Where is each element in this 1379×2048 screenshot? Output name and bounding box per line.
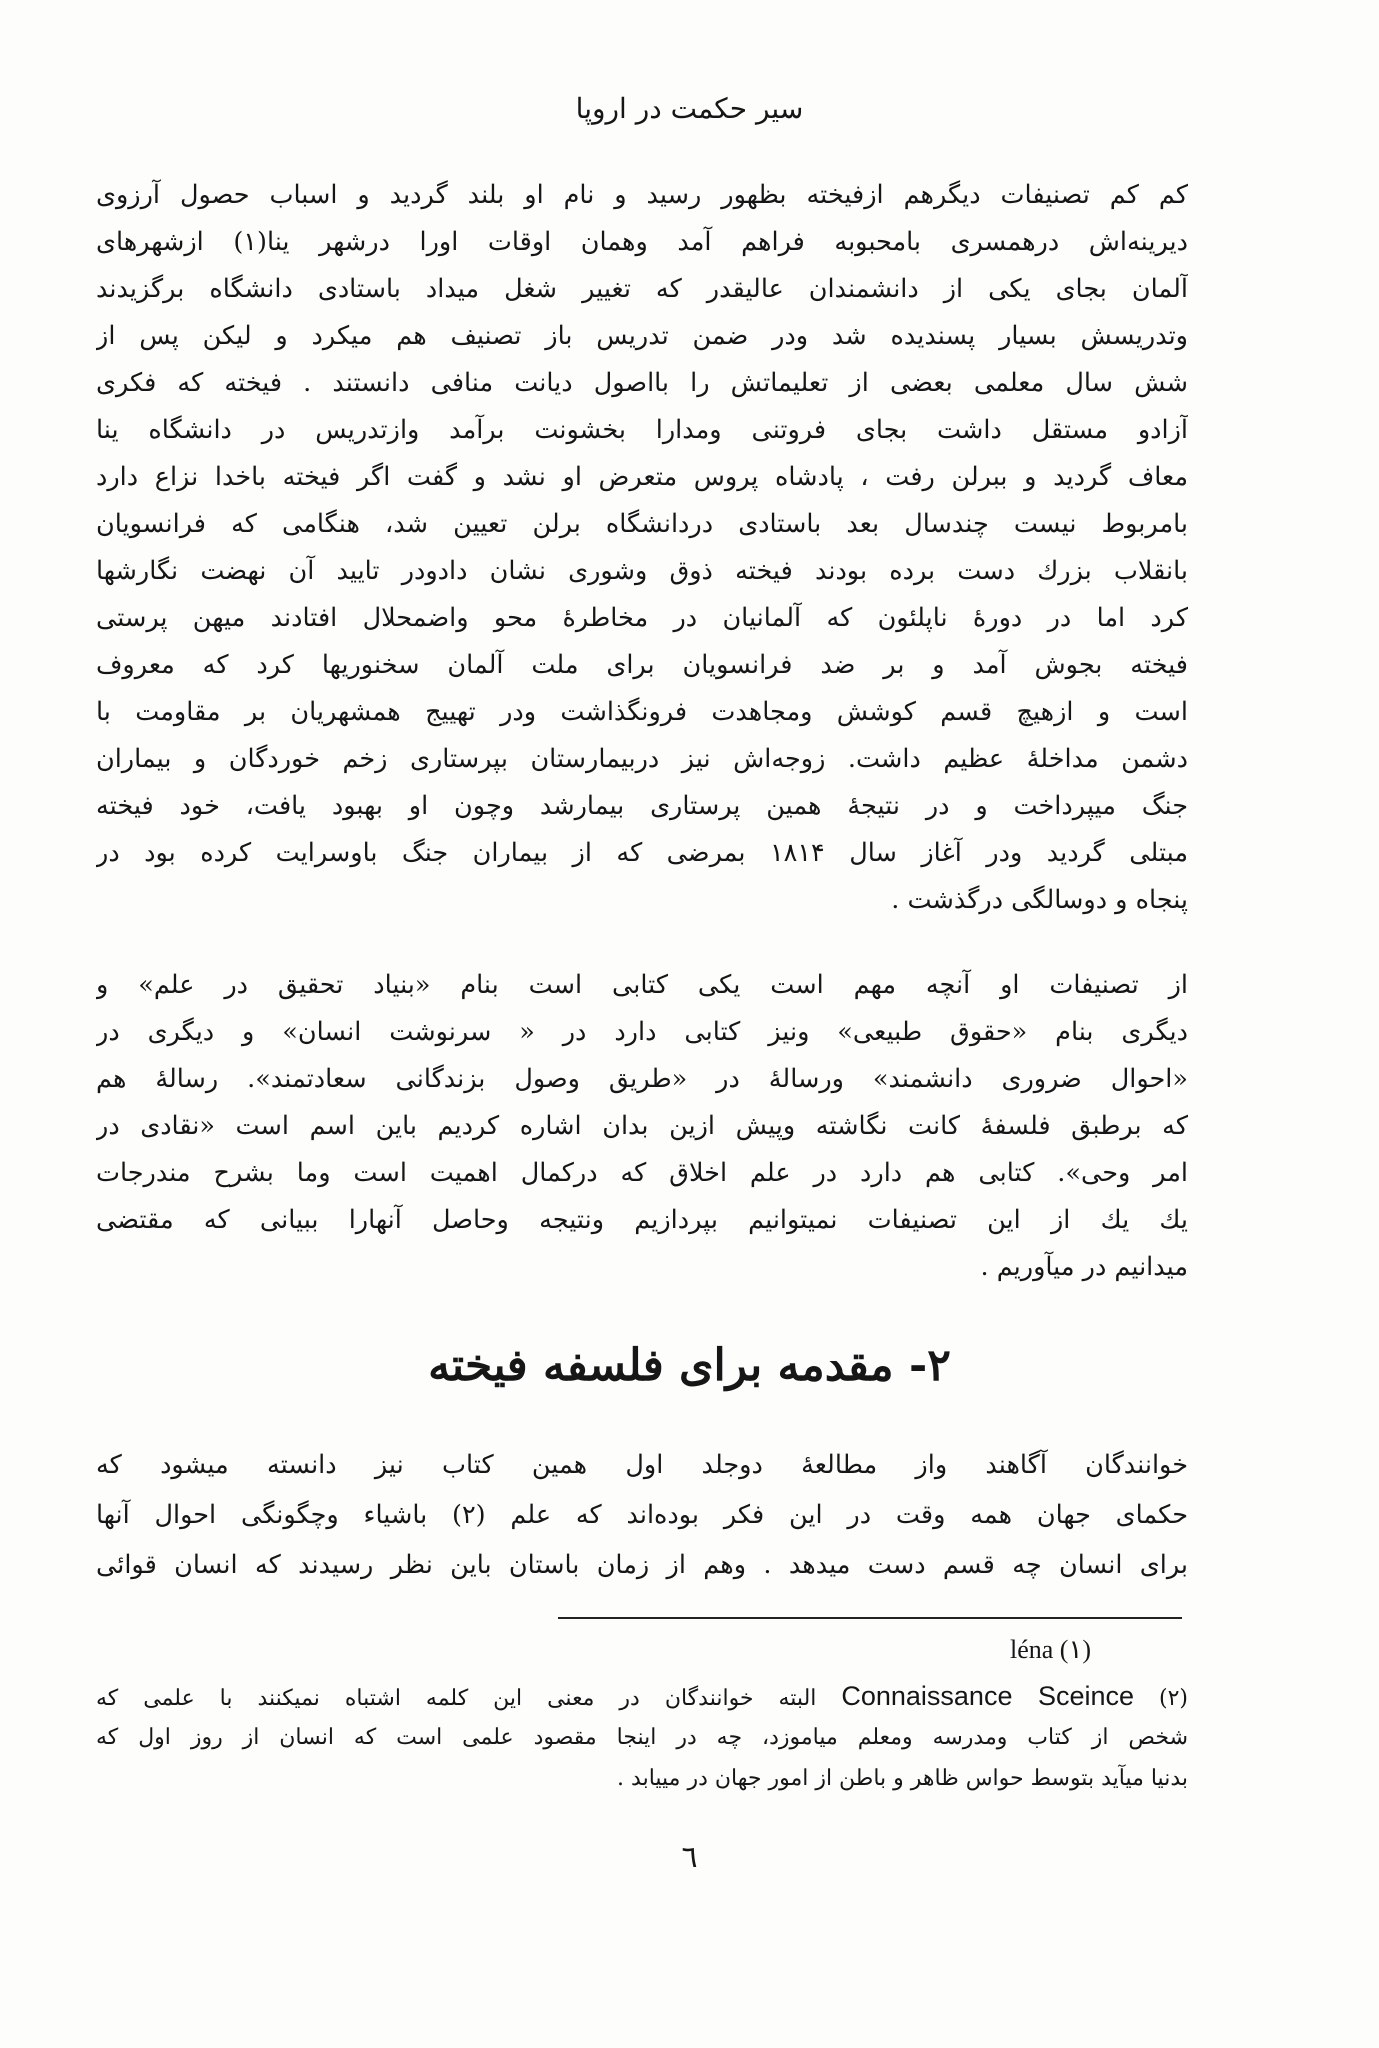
text-line: میدانیم در میآوریم .	[980, 1252, 1188, 1282]
text-line: از تصنیفات او آنچه مهم است یکی کتابی است بنام «بنیاد تحقیق در علم» و	[96, 970, 1188, 1000]
text-line: دشمن مداخلهٔ عظیم داشت. زوجه‌اش نیز دربیمارستان بپرستاری زخم خوردگان و بیماران	[96, 744, 1188, 774]
footnote-latin-terms: Connaissance Sceince	[841, 1681, 1134, 1711]
text-line: بامربوط نیست چندسال بعد باستادی دردانشگاه برلن تعیین شد، هنگامی که فرانسویان	[96, 509, 1188, 539]
text-line: کم کم تصنیفات دیگرهم ازفیخته بظهور رسید و نام او بلند گردید و اسباب حصول آرزوی	[96, 180, 1188, 210]
footnote-line	[96, 1676, 1188, 1717]
text-line: «احوال ضروری دانشمند» ورسالهٔ در «طریق وصول بزندگانی سعادتمند». رسالهٔ هم	[96, 1064, 1188, 1094]
text-line: معاف گردید و ببرلن رفت ، پادشاه پروس متعرض او نشد و گفت اگر فیخته باخدا نزاع دارد	[96, 462, 1188, 492]
text-line: دیرینه‌اش درهمسری بامحبوبه فراهم آمد وهمان اوقات اورا درشهر ینا(۱) ازشهرهای	[96, 227, 1188, 257]
paragraph-1	[96, 172, 1188, 924]
footnote-1: léna (۱)	[1010, 1635, 1092, 1664]
running-head: سیر حکمت در اروپا	[575, 92, 804, 125]
footnote-text: البته خوانندگان در معنی این کلمه اشتباه نمیکنند با علمی که	[96, 1686, 817, 1711]
text-line: برای انسان چه قسم دست میدهد . وهم از زمان باستان باین نظر رسیدند که انسان قوائی	[96, 1550, 1188, 1580]
text-line: بانقلاب بزرك دست برده بودند فیخته ذوق وشوری نشان دادودر تایید آن نهضت نگارشها	[96, 556, 1188, 586]
text-line: مبتلی گردید ودر آغاز سال ۱۸۱۴ بمرضی که از بیماران جنگ باوسرایت کرده بود در	[96, 838, 1188, 868]
text-line: است و ازهیچ قسم کوشش ومجاهدت فرونگذاشت ودر تهییج همشهریان بر مقاومت با	[96, 697, 1188, 727]
text-line: پنجاه و دوسالگی درگذشت .	[891, 885, 1188, 915]
text-line: آلمان بجای یکی از دانشمندان عالیقدر که تغییر شغل میداد باستادی دانشگاه برگزیدند	[96, 274, 1188, 304]
text-line: دیگری بنام «حقوق طبیعی» ونیز کتابی دارد در « سرنوشت انسان» و دیگری در	[96, 1017, 1188, 1047]
text-line: که برطبق فلسفهٔ کانت نگاشته وپیش ازین بدان اشاره کردیم باین اسم است «نقادی در	[96, 1111, 1188, 1141]
paragraph-3	[96, 1440, 1188, 1590]
text-line: امر وحی». کتابی هم دارد در علم اخلاق که درکمال اهمیت است وما بشرح مندرجات	[96, 1158, 1188, 1188]
page-number: ٦	[681, 1840, 698, 1875]
paragraph-2	[96, 962, 1188, 1291]
text-line: آزادو مستقل داشت بجای فروتنی ومدارا بخشونت برآمد وازتدریس در دانشگاه ینا	[96, 415, 1188, 445]
footnote-number: (۲)	[1158, 1686, 1188, 1711]
section-heading: ۲- مقدمه برای فلسفه فیخته	[428, 1340, 951, 1391]
footnote-line: بدنیا میآید بتوسط حواس ظاهر و باطن از امور جهان در مییابد .	[617, 1766, 1188, 1791]
text-line: شش سال معلمی بعضی از تعلیماتش را بااصول دیانت منافی دانستند . فیخته که فکری	[96, 368, 1188, 398]
text-line: کرد اما در دورهٔ ناپلئون که آلمانیان در مخاطرهٔ محو واضمحلال افتادند میهن پرستی	[96, 603, 1188, 633]
text-line: جنگ میپرداخت و در نتیجهٔ همین پرستاری بیمارشد وچون او بهبود یافت، خود فیخته	[96, 791, 1188, 821]
text-line: وتدریسش بسیار پسندیده شد ودر ضمن تدریس باز تصنیف هم میکرد و لیکن پس از	[96, 321, 1188, 351]
footnote-2	[96, 1676, 1188, 1799]
text-line: خوانندگان آگاهند واز مطالعهٔ دوجلد اول همین کتاب نیز دانسته میشود که	[96, 1450, 1188, 1480]
text-line: فیخته بجوش آمد و بر ضد فرانسویان برای ملت آلمان سخنوریها کرد که معروف	[96, 650, 1188, 680]
footnote-divider	[558, 1617, 1182, 1619]
text-line: حکمای جهان همه وقت در این فکر بوده‌اند که علم (۲) باشیاء وچگونگی احوال آنها	[96, 1500, 1188, 1530]
footnote-line: شخص از کتاب ومدرسه ومعلم میاموزد، چه در اینجا مقصود علمی است که انسان از روز اول که	[96, 1725, 1188, 1750]
text-line: یك یك از این تصنیفات نمیتوانیم بپردازیم ونتیجه وحاصل آنهارا ببیانی که مقتضی	[96, 1205, 1188, 1235]
